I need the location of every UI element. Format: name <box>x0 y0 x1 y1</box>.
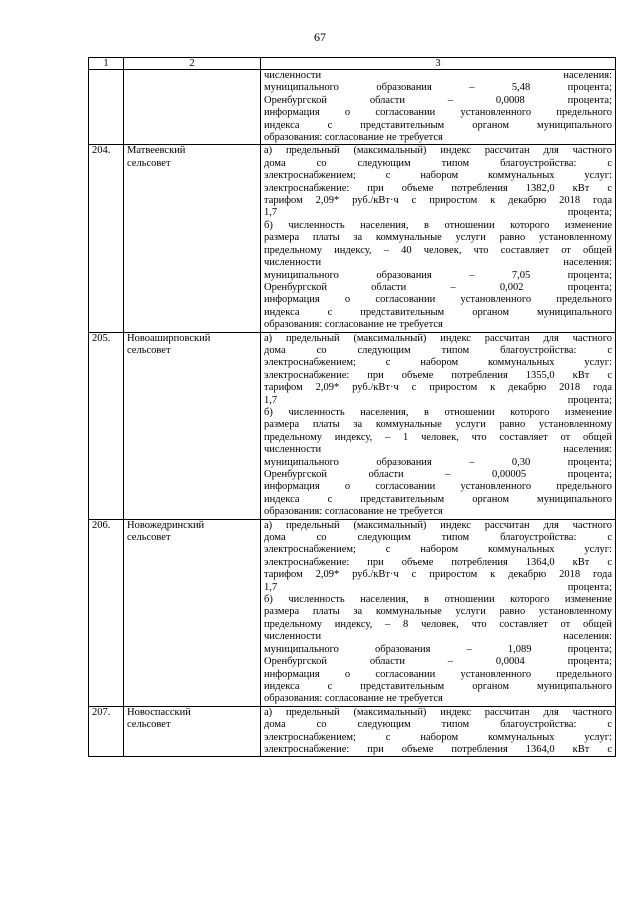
text-line: тарифом 2,09* руб./кВт·ч с приростом к декабрю 2018 года <box>264 569 612 581</box>
row-number: 204. <box>89 145 124 332</box>
text-line: Оренбургской области – 0,002 процента; <box>264 281 612 293</box>
text-line: дома со следующим типом благоустройства: с <box>264 344 612 356</box>
text-line: информация о согласовании установленного предельного <box>264 294 612 306</box>
text-line: численности населения: <box>264 631 612 643</box>
text-line: 1,7 процента; <box>264 394 612 406</box>
continuation-row <box>89 70 616 145</box>
continuation-num-cell <box>89 70 124 145</box>
text-line: электроснабжением; с набором коммунальных услуг: <box>264 544 612 556</box>
text-line: б) численность населения, в отношении которого изменение <box>264 406 612 418</box>
row-number: 207. <box>89 706 124 757</box>
municipality-name-line: сельсовет <box>127 719 171 731</box>
table-row <box>89 145 616 332</box>
text-line: муниципального образования – 0,30 процента; <box>264 456 612 468</box>
table-row <box>89 332 616 519</box>
table-header-row <box>89 58 616 70</box>
index-description <box>261 519 616 706</box>
municipality-name-line: сельсовет <box>127 532 171 544</box>
text-line: численности населения: <box>264 70 612 81</box>
text-line: образования: согласование не требуется <box>264 506 443 518</box>
table-row <box>89 519 616 706</box>
table-row <box>89 706 616 757</box>
text-line: размера платы за коммунальные услуги равно установленному <box>264 419 612 431</box>
text-line: дома со следующим типом благоустройства: с <box>264 719 612 731</box>
text-line: дома со следующим типом благоустройства: с <box>264 157 612 169</box>
text-line: электроснабжением; с набором коммунальных услуг: <box>264 170 612 182</box>
text-line: муниципального образования – 7,05 процента; <box>264 269 612 281</box>
text-line: образования: согласование не требуется <box>264 319 443 331</box>
page-number: 67 <box>314 30 326 44</box>
text-line: Оренбургской области – 0,00005 процента; <box>264 469 612 480</box>
text-line: численности населения: <box>264 257 612 269</box>
text-line: предельному индексу, – 8 человек, что составляет от общей <box>264 618 612 630</box>
text-line: муниципального образования – 1,089 процента; <box>264 643 612 655</box>
text-line: размера платы за коммунальные услуги равно установленному <box>264 232 612 244</box>
header-col-1: 1 <box>89 58 124 70</box>
text-line: электроснабжение: при объеме потребления 1364,0 кВт с <box>264 556 612 568</box>
municipality-name-line: сельсовет <box>127 344 171 356</box>
text-line: 1,7 процента; <box>264 207 612 219</box>
text-line: численности населения: <box>264 444 612 456</box>
municipality-name <box>124 706 261 757</box>
index-description <box>261 706 616 757</box>
text-line: индекса с представительным органом муниципального <box>264 680 612 692</box>
row-number: 205. <box>89 332 124 519</box>
text-line: размера платы за коммунальные услуги равно установленному <box>264 606 612 618</box>
municipality-name-line: Матвеевский <box>127 145 186 157</box>
municipality-name-line: Новоспасский <box>127 706 191 718</box>
text-line: а) предельный (максимальный) индекс рассчитан для частного <box>264 145 612 157</box>
continuation-name-cell <box>124 70 261 145</box>
text-line: предельному индексу, – 1 человек, что составляет от общей <box>264 431 612 443</box>
text-line: а) предельный (максимальный) индекс рассчитан для частного <box>264 332 612 344</box>
text-line: образования: согласование не требуется <box>264 693 443 705</box>
text-line: Оренбургской области – 0,0004 процента; <box>264 656 612 668</box>
text-line: б) численность населения, в отношении которого изменение <box>264 219 612 231</box>
header-col-3: 3 <box>261 58 616 70</box>
text-line: индекса с представительным органом муниципального <box>264 119 612 131</box>
municipality-name-line: сельсовет <box>127 157 171 169</box>
text-line: а) предельный (максимальный) индекс рассчитан для частного <box>264 706 612 718</box>
text-line: индекса с представительным органом муниципального <box>264 306 612 318</box>
header-col-2: 2 <box>124 58 261 70</box>
index-description <box>261 145 616 332</box>
text-line: информация о согласовании установленного предельного <box>264 668 612 680</box>
municipality-name <box>124 145 261 332</box>
text-line: дома со следующим типом благоустройства: с <box>264 532 612 544</box>
text-line: информация о согласовании установленного предельного <box>264 107 612 119</box>
text-line: индекса с представительным органом муниципального <box>264 493 612 505</box>
text-line: электроснабжение: при объеме потребления 1382,0 кВт с <box>264 182 612 194</box>
municipality-name <box>124 332 261 519</box>
tariff-table <box>88 57 616 757</box>
municipality-name <box>124 519 261 706</box>
text-line: информация о согласовании установленного предельного <box>264 481 612 493</box>
text-line: предельному индексу, – 40 человек, что составляет от общей <box>264 244 612 256</box>
text-line: электроснабжением; с набором коммунальных услуг: <box>264 731 612 743</box>
text-line: 1,7 процента; <box>264 581 612 593</box>
row-number: 206. <box>89 519 124 706</box>
text-line: электроснабжением; с набором коммунальных услуг: <box>264 357 612 369</box>
text-line: муниципального образования – 5,48 процента; <box>264 82 612 94</box>
text-line: электроснабжение: при объеме потребления 1355,0 кВт с <box>264 369 612 381</box>
text-line: образования: согласование не требуется <box>264 132 443 144</box>
text-line: электроснабжение: при объеме потребления 1364,0 кВт с <box>264 743 612 755</box>
text-line: б) численность населения, в отношении которого изменение <box>264 594 612 606</box>
municipality-name-line: Новоаширповский <box>127 332 211 344</box>
continuation-text-cell <box>261 70 616 145</box>
municipality-name-line: Новожедринский <box>127 519 205 531</box>
text-line: а) предельный (максимальный) индекс рассчитан для частного <box>264 519 612 531</box>
text-line: Оренбургской области – 0,0008 процента; <box>264 94 612 106</box>
text-line: тарифом 2,09* руб./кВт·ч с приростом к декабрю 2018 года <box>264 382 612 394</box>
index-description <box>261 332 616 519</box>
text-line: тарифом 2,09* руб./кВт·ч с приростом к декабрю 2018 года <box>264 195 612 207</box>
